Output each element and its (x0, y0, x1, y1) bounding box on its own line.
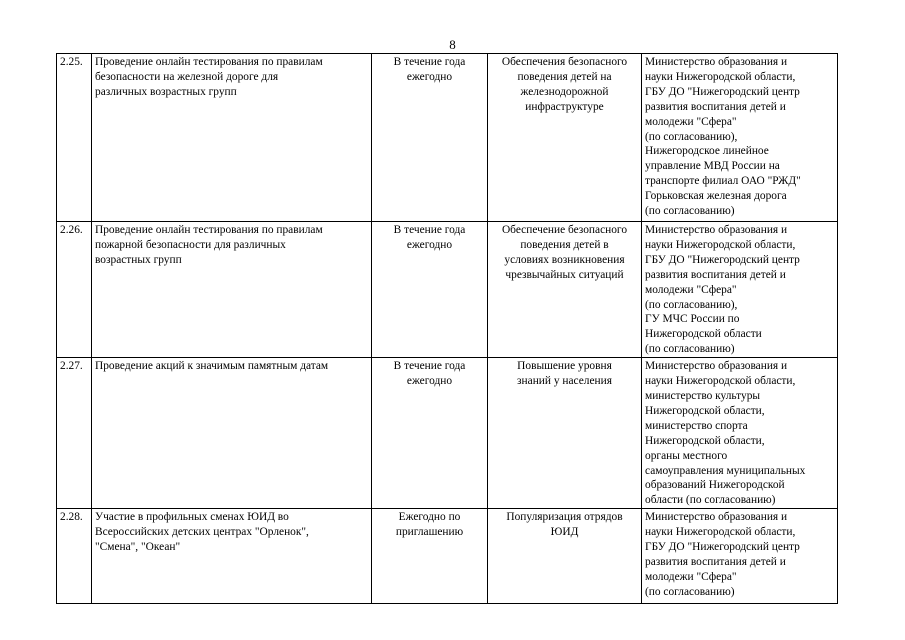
event-cell: Проведение онлайн тестирования по правилам пожарной безопасности для различных возрастных групп (92, 222, 372, 358)
event-cell: Участие в профильных сменах ЮИД во Всероссийских детских центрах "Орленок", "Смена", "Океан" (92, 509, 372, 604)
responsible-cell: Министерство образования и науки Нижегородской области, ГБУ ДО "Нижегородский центр развития воспитания детей и молодежи "Сфера" (по согласованию), ГУ МЧС России по Нижегородской области (по согласованию) (642, 222, 838, 358)
term-cell: Ежегодно по приглашению (372, 509, 488, 604)
row-number-cell: 2.28. (57, 509, 92, 604)
result-cell: Обеспечение безопасного поведения детей в условиях возникновения чрезвычайных ситуаций (488, 222, 642, 358)
term-cell: В течение года ежегодно (372, 54, 488, 222)
table-row (57, 509, 838, 604)
result-cell: Обеспечения безопасного поведения детей на железнодорожной инфраструктуре (488, 54, 642, 222)
event-cell: Проведение акций к значимым памятным датам (92, 358, 372, 509)
result-cell: Повышение уровня знаний у населения (488, 358, 642, 509)
table-row (57, 54, 838, 222)
row-number-cell: 2.26. (57, 222, 92, 358)
term-cell: В течение года ежегодно (372, 358, 488, 509)
row-number-cell: 2.25. (57, 54, 92, 222)
table-row (57, 222, 838, 358)
page-number: 8 (449, 37, 456, 52)
term-cell: В течение года ежегодно (372, 222, 488, 358)
table-row (57, 358, 838, 509)
responsible-cell: Министерство образования и науки Нижегородской области, ГБУ ДО "Нижегородский центр развития воспитания детей и молодежи "Сфера" (по согласованию) (642, 509, 838, 604)
result-cell: Популяризация отрядов ЮИД (488, 509, 642, 604)
responsible-cell: Министерство образования и науки Нижегородской области, ГБУ ДО "Нижегородский центр развития воспитания детей и молодежи "Сфера" (по согласованию), Нижегородское линейное управление МВД России на транспорте филиал ОАО "РЖД" Горьковская железная дорога (по согласованию) (642, 54, 838, 222)
responsible-cell: Министерство образования и науки Нижегородской области, министерство культуры Нижегородской области, министерство спорта Нижегородской области, органы местного самоуправления муниципальных образований Нижегородской области (по согласованию) (642, 358, 838, 509)
plan-table (56, 53, 838, 604)
row-number-cell: 2.27. (57, 358, 92, 509)
event-cell: Проведение онлайн тестирования по правилам безопасности на железной дороге для различных возрастных групп (92, 54, 372, 222)
